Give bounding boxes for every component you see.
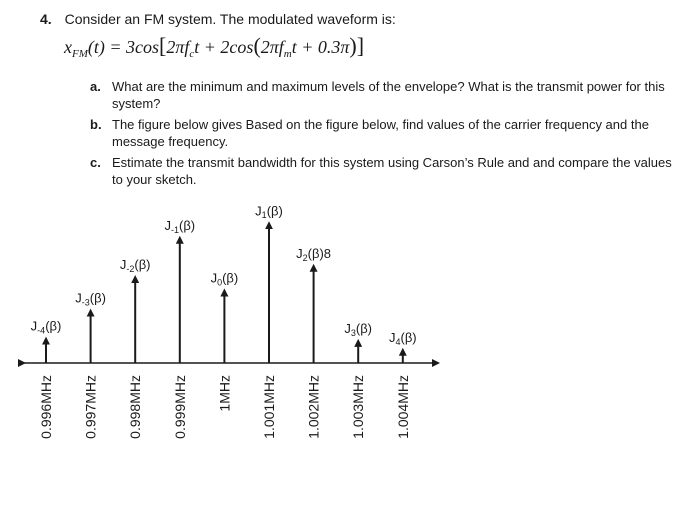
frequency-tick-label-1: 0.997MHz (82, 375, 99, 439)
frequency-tick-label-2: 0.998MHz (127, 375, 144, 439)
question-parts (90, 78, 675, 192)
frequency-tick-label-6: 1.002MHz (305, 375, 322, 439)
bessel-label-6: $J_2(\beta)8$ (296, 245, 332, 263)
bessel-label-5: $J_1(\beta)$ (255, 205, 283, 221)
question-text: Consider an FM system. The modulated waveform is: (64, 11, 396, 27)
bessel-label-4: $J_0(\beta)$ (210, 270, 239, 288)
frequency-tick-label-8: 1.004MHz (394, 375, 411, 439)
bessel-label-7: $J_3(\beta)$ (344, 320, 373, 338)
formula-inner2-sub: m (283, 48, 292, 60)
frequency-tick-label-5: 1.001MHz (261, 375, 277, 439)
part-a (90, 78, 675, 112)
frequency-tick-label-7: 1.003MHz (350, 375, 367, 439)
frequency-tick-label-0: 0.996MHz (38, 375, 54, 439)
part-b-label: b. (90, 117, 102, 132)
formula-inner-rest: t + 2cos (194, 37, 254, 57)
bessel-label-2: $J_{-2}(\beta)$ (119, 257, 151, 274)
formula-close-bracket: ] (356, 33, 365, 58)
part-b (90, 116, 675, 150)
formula-lhs: x (64, 37, 72, 57)
part-b-text: The figure below gives Based on the figure below, find values of the carrier frequency and the message frequency. (112, 117, 649, 149)
formula-inner2: 2πf (260, 37, 284, 57)
formula-lhs-arg: (t) = 3cos (87, 37, 160, 57)
bessel-label-8: $J_4(\beta)$ (388, 329, 417, 347)
part-c-text: Estimate the transmit bandwidth for this system using Carson’s Rule and and compare the values to your sketch. (112, 155, 672, 187)
part-a-text: What are the minimum and maximum levels of the envelope? What is the transmit power for this system? (112, 79, 665, 111)
formula-lhs-sub: FM (72, 48, 88, 60)
part-c-label: c. (90, 155, 101, 170)
frequency-tick-label-3: 0.999MHz (171, 375, 188, 439)
formula-open-bracket: [ (159, 33, 167, 58)
formula-open-paren: ( (253, 33, 261, 58)
question-header (40, 11, 396, 27)
bessel-label-0: $J_{-4}(\beta)$ (30, 318, 62, 336)
spectrum-chart (0, 205, 690, 506)
bessel-label-3: $J_{-1}(\beta)$ (164, 217, 196, 235)
formula-inner2-rest: t + 0.3π (291, 37, 350, 57)
bessel-label-1: $J_{-3}(\beta)$ (75, 290, 106, 308)
formula-inner-sub: c (189, 48, 195, 60)
frequency-tick-label-4: 1MHz (216, 375, 233, 412)
formula-inner: 2πf (166, 37, 190, 57)
formula-close-paren: ) (349, 33, 357, 58)
part-c (90, 154, 675, 188)
fm-formula (64, 33, 364, 60)
question-number: 4. (40, 11, 52, 27)
part-a-label: a. (90, 79, 101, 94)
